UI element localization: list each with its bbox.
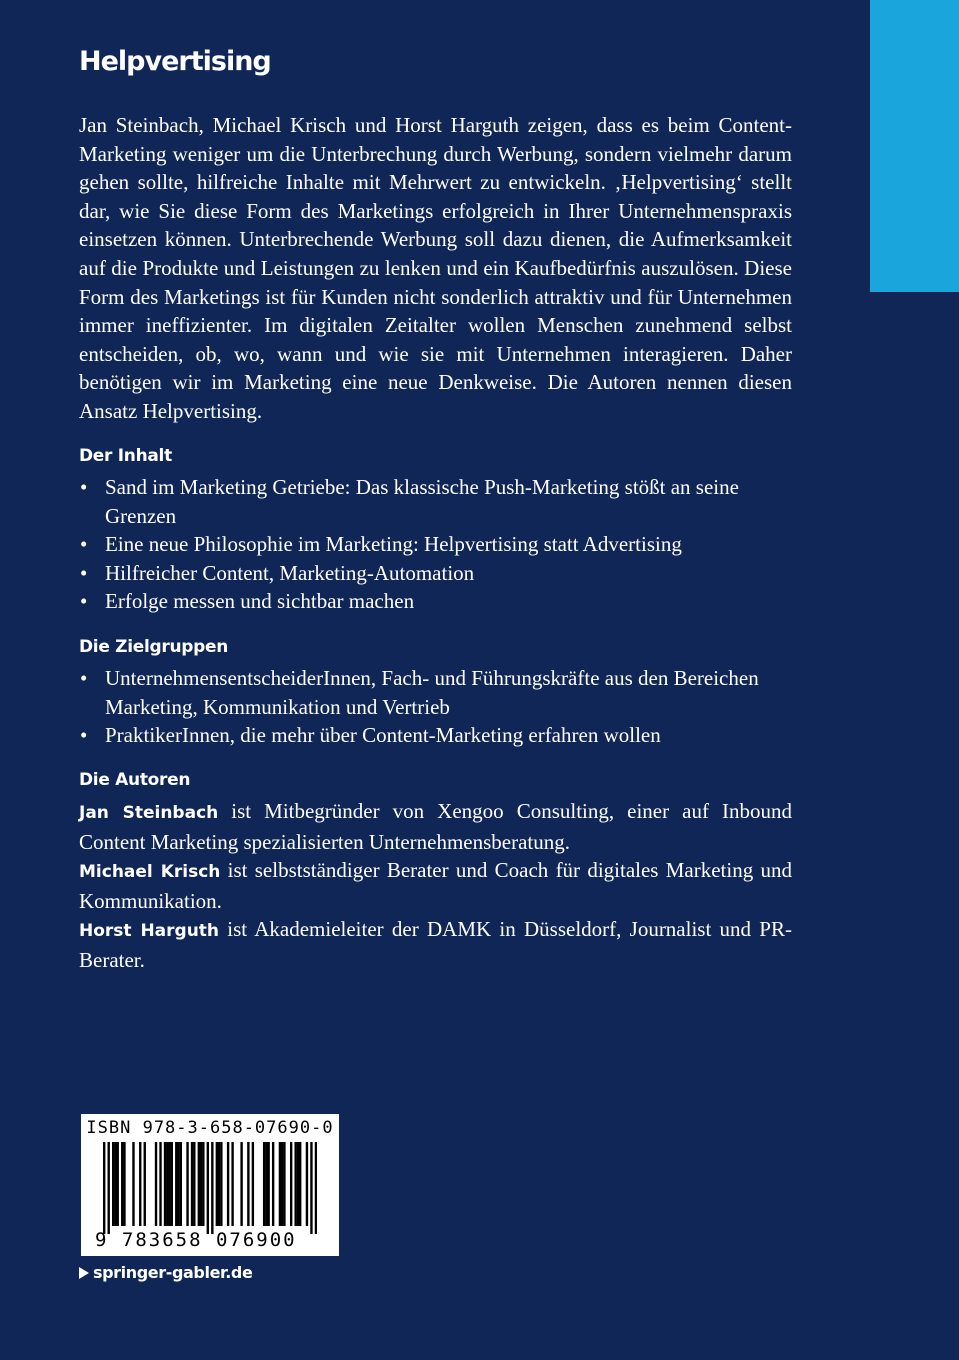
barcode-bar (306, 1142, 308, 1226)
author-bio: ist Mitbegründer von Xengoo Consulting, einer auf Inbound Content Marketing spezialisierten Unternehmensberatung. (79, 799, 792, 854)
section-heading-inhalt: Der Inhalt (79, 446, 172, 466)
barcode-bar (290, 1142, 292, 1226)
author-entry (79, 797, 792, 856)
barcode-bar (186, 1142, 188, 1226)
barcode-bar (247, 1142, 249, 1226)
barcode-bar (315, 1142, 317, 1234)
isbn-label: ISBN 978-3-658-07690-0 (86, 1118, 334, 1138)
barcode-bar (171, 1142, 173, 1226)
barcode-bar (283, 1142, 285, 1226)
ean-digits: 9 783658 076900 (95, 1229, 297, 1251)
barcode-bar (112, 1142, 114, 1226)
barcode-bar (207, 1142, 209, 1234)
barcode-bar (231, 1142, 233, 1226)
barcode-bar (200, 1142, 202, 1226)
barcode-bar (175, 1142, 177, 1226)
barcode-bar (155, 1142, 157, 1226)
bullet-icon: • (80, 560, 88, 585)
barcode-bar (218, 1142, 220, 1226)
zielgruppen-list (79, 664, 792, 750)
barcode-bar (177, 1142, 179, 1226)
bullet-icon: • (80, 532, 88, 557)
author-entry (79, 915, 792, 974)
barcode-bar (191, 1142, 193, 1226)
accent-bar (870, 0, 959, 292)
list-item: • Eine neue Philosophie im Marketing: Helpvertising statt Advertising (79, 530, 792, 559)
barcode-bar (198, 1142, 200, 1226)
barcode-bar (144, 1142, 146, 1226)
barcode-bar (272, 1142, 274, 1226)
barcode-bar (240, 1142, 242, 1226)
barcode-bar (297, 1142, 299, 1226)
barcode-bar (216, 1142, 218, 1226)
author-name: Jan Steinbach (79, 803, 219, 823)
barcode-bar (123, 1142, 125, 1226)
bullet-icon: • (80, 589, 88, 614)
barcode-bar (139, 1142, 141, 1226)
website-label: springer-gabler.de (93, 1263, 253, 1282)
barcode-bar (168, 1142, 170, 1226)
list-item: • Sand im Marketing Getriebe: Das klassische Push-Marketing stößt an seine Grenzen (80, 475, 739, 528)
list-item: • Erfolge messen und sichtbar machen (79, 587, 792, 616)
barcode-bar (164, 1142, 166, 1226)
barcode-bar (299, 1142, 301, 1226)
barcode-bar (220, 1142, 222, 1226)
barcode-bar (252, 1142, 254, 1226)
section-heading-autoren: Die Autoren (79, 770, 191, 790)
author-entry (79, 856, 792, 915)
barcode-bar (117, 1142, 119, 1226)
intro-paragraph: Jan Steinbach, Michael Krisch und Horst Harguth zeigen, dass es beim Content-Marketing weniger um die Unterbrechung durch Werbung, sondern vielmehr darum gehen sollte, hilfreiche Inhalte mit Mehrwert zu entwickeln. ‚Helpvertising‘ stellt dar, wie Sie diese Form des Marketings erfolgreich in Ihrer Unternehmenspraxis einsetzen können. Unterbrechende Werbung soll dazu dienen, die Aufmerksamkeit auf die Produkte und Leistungen zu lenken und ein Kaufbedürfnis auszulösen. Diese Form des Marketings ist für Kunden nicht sonderlich attraktiv und für Unternehmen immer ineffizienter. Im digitalen Zeitalter wollen Menschen zunehmend selbst entscheiden, ob, wo, wann und wie sie mit Unternehmen interagieren. Daher benötigen wir im Marketing eine neue Denkweise. Die Autoren nennen diesen Ansatz Helpvertising. (79, 113, 792, 423)
barcode-bar (310, 1142, 312, 1234)
barcode-bar (166, 1142, 168, 1226)
bullet-icon: • (80, 475, 88, 499)
author-bio: ist Akademieleiter der DAMK in Düsseldorf, Journalist und PR-Berater. (79, 917, 792, 972)
website-link[interactable] (79, 1263, 252, 1282)
author-bio: ist selbstständiger Berater und Coach für digitales Marketing und Kommunikation. (79, 858, 792, 913)
barcode-bar (114, 1142, 116, 1226)
list-item: • Hilfreicher Content, Marketing-Automation (79, 559, 792, 588)
barcode-bar (202, 1142, 204, 1226)
barcode-bar (108, 1142, 110, 1234)
book-title: Helpvertising (79, 46, 271, 77)
barcode-bar (267, 1142, 269, 1226)
barcode-bar (294, 1142, 296, 1226)
isbn-barcode (81, 1114, 339, 1256)
barcode-bar (211, 1142, 213, 1234)
barcode-bar (121, 1142, 123, 1226)
barcode-bar (227, 1142, 229, 1226)
barcode-bar (279, 1142, 281, 1226)
barcode-bar (159, 1142, 161, 1226)
barcode-bar (132, 1142, 134, 1226)
author-name: Horst Harguth (79, 921, 220, 942)
barcode-bar (263, 1142, 265, 1226)
arrow-right-icon (79, 1267, 89, 1279)
barcode-bar (180, 1142, 182, 1226)
list-item: • UnternehmensentscheiderInnen, Fach- und Führungskräfte aus den Bereichen Marketing, Kommunikation und Vertrieb (80, 666, 759, 719)
bullet-icon: • (80, 723, 88, 748)
barcode-bar (281, 1142, 283, 1226)
barcode-bars (103, 1142, 317, 1234)
barcode-bar (193, 1142, 195, 1226)
author-name: Michael Krisch (79, 862, 221, 883)
bullet-icon: • (80, 666, 88, 690)
list-item: • PraktikerInnen, die mehr über Content-Marketing erfahren wollen (79, 721, 792, 750)
barcode-bar (103, 1142, 105, 1234)
barcode-bar (265, 1142, 267, 1226)
authors-block (79, 797, 792, 975)
section-heading-zielgruppen: Die Zielgruppen (79, 637, 229, 657)
inhalt-list (79, 473, 792, 616)
